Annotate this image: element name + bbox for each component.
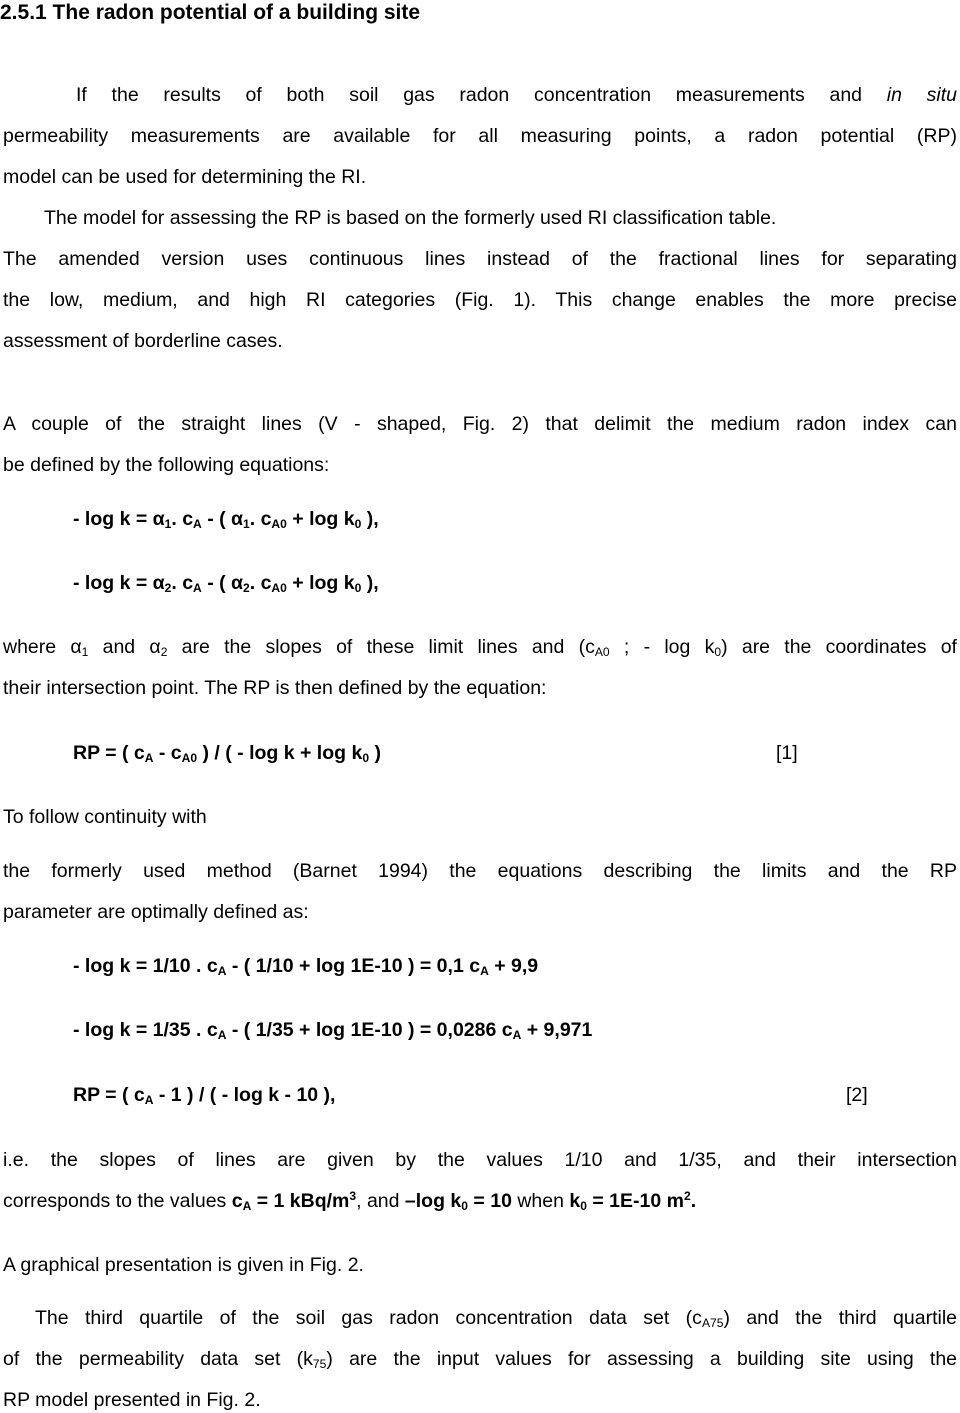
paragraph-7-line-2: corresponds to the values $c_A = 1$ kBq/$m^3$, and –log $k_0 = 10$ when $k_0 = 1E-10$ $m^2$. (3, 1189, 697, 1213)
paragraph-2-line-3: the low, medium, and high RI categories (Fig. 1). This change enables the more precise (3, 289, 957, 311)
section-heading: 2.5.1 The radon potential of a building site (0, 1, 421, 24)
paragraph-2-line-1: The model for assessing the RP is based on the formerly used RI classification table. (44, 207, 777, 229)
paragraph-1-line-3: model can be used for determining the RI. (3, 166, 367, 188)
equation-slope-1-35: - log k = 1/35 . $c_A$ - ( 1/35 + log 1E-10 ) = 0,0286 $c_A + 9,971$ (73, 1019, 593, 1042)
paragraph-6-line-1: the formerly used method (Barnet 1994) the equations describing the limits and the RP (3, 860, 957, 882)
paragraph-9-line-3: RP model presented in Fig. 2. (3, 1389, 261, 1411)
equation-number-1: [1] (776, 742, 798, 764)
paragraph-9-line-2: of the permeability data set $(k_{75})$ are the input values for assessing a building site using the (3, 1348, 958, 1371)
paragraph-1-line-1: If the results of both soil gas radon concentration measurements and in situ (76, 84, 957, 106)
equation-rp-parameter: RP = ( $c_A - 1$ ) / ( - log k - 10 ), (73, 1084, 336, 1107)
paragraph-8: A graphical presentation is given in Fig. 2. (3, 1254, 364, 1276)
equation-number-2: [2] (846, 1084, 868, 1106)
paragraph-5: To follow continuity with (3, 806, 207, 828)
paragraph-9-line-1: The third quartile of the soil gas radon concentration data set $(c_{A75})$ and the third quartile (35, 1307, 957, 1330)
equation-limit-line-2: - $\log k = \alpha_2$. $c_A$ - ( $\alpha_2$. $c_{A0} + \log k_0$ ), (73, 572, 379, 595)
paragraph-4-line-2: their intersection point. The RP is then defined by the equation: (3, 677, 547, 699)
paragraph-3-line-1: A couple of the straight lines (V - shaped, Fig. 2) that delimit the medium radon index can (3, 413, 957, 435)
paragraph-4-line-1: where $\alpha_1$ and $\alpha_2$ are the slopes of these limit lines and ($c_{A0}$ ; - $\log k_0$) are the coordinates of (3, 636, 957, 659)
paragraph-7-line-1: i.e. the slopes of lines are given by the values 1/10 and 1/35, and their intersection (3, 1149, 957, 1171)
equation-rp-definition: RP = ( $c_A - c_{A0}$ ) / ( - $\log k + \log k_0$ ) (73, 742, 381, 765)
paragraph-1-line-2: permeability measurements are available for all measuring points, a radon potential (RP) (3, 125, 957, 147)
paragraph-2-line-2: The amended version uses continuous lines instead of the fractional lines for separating (3, 248, 957, 270)
equation-limit-line-1: - $\log k = \alpha_1$. $c_A$ - ( $\alpha_1$. $c_{A0} + \log k_0$ ), (73, 508, 379, 531)
paragraph-3-line-2: be defined by the following equations: (3, 454, 330, 476)
paragraph-2-line-4: assessment of borderline cases. (3, 330, 283, 352)
equation-slope-1-10: - log k = 1/10 . $c_A$ - ( 1/10 + log 1E-10 ) = 0,1 $c_A + 9,9$ (73, 955, 539, 978)
paragraph-6-line-2: parameter are optimally defined as: (3, 901, 309, 923)
